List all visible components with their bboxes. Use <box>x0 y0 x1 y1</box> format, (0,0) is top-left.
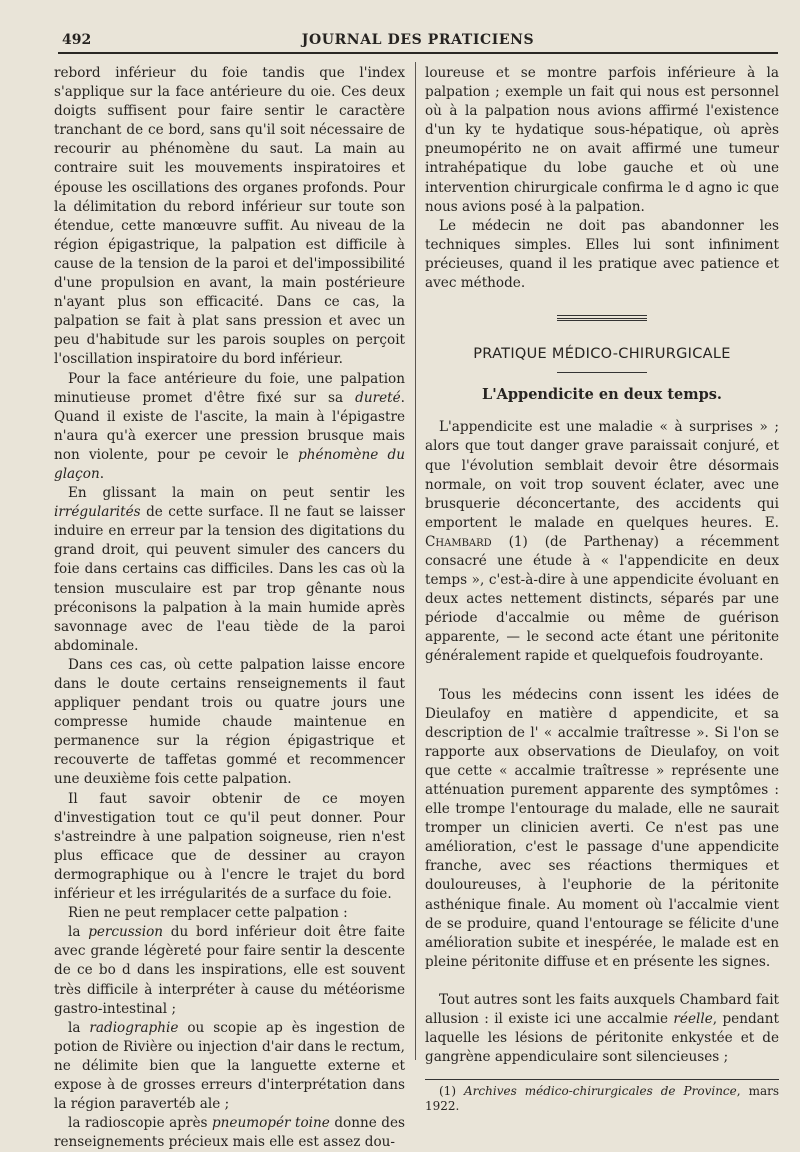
paragraph: Le médecin ne doit pas abandonner les techniques simples. Elles lui sont infiniment précieuses, quand il les pratique avec patience et avec méthode. <box>425 217 779 292</box>
paragraph: Rien ne peut remplacer cette palpation : <box>68 905 348 922</box>
paragraph: rebord inférieur du foie tandis que l'index s'applique sur la face antérieure du oie. Ces deux doigts suffisent pour faire sentir le caractère tranchant de ce bord, sans qu'il soit nécessaire de recourir au phénomène du saut. La main au contraire suit les mouvements inspiratoires et épouse les oscillations des organes profonds. Pour la délimitation du rebord inférieur sur toute son étendue, cette manœuvre suffit. Au niveau de la région épigastrique, la palpation est difficile à cause de la tension de la paroi et del'impossibilité d'une propulsion en avant, la main postérieure n'ayant plus son efficacité. Dans ce cas, la palpation se fait à plat sans pression et avec un peu d'habitude sur les parois souples on perçoit l'oscillation inspiratoire du bord inférieur. <box>54 65 405 368</box>
paragraph: Dans ces cas, où cette palpation laisse encore dans le doute certains renseignements il faut appliquer pendant trois ou quatre jours une compresse humide chaude maintenue en permanence sur la région épigastrique et recouverte de taffetas gommé et recommencer une deuxième fois cette palpation. <box>54 656 405 788</box>
paragraph: la radioscopie après pneumopér toine donne des renseignements précieux mais elle est assez dou- <box>54 1115 405 1151</box>
author-name: Chambard <box>425 533 492 550</box>
right-column <box>425 64 779 1114</box>
section-rule <box>557 372 647 373</box>
paragraph: L'appendicite est une maladie « à surprises » ; alors que tout danger grave paraissait conjuré, et que l'évolution semblait devoir être désormais normale, on voit trop souvent éclater, avec une brusquerie déconcertante, des accidents qui emportent le malade en quelques heures. E. Chambard (1) (de Parthenay) a récemment consacré une étude à « l'appendicite en deux temps », c'est-à-dire à une appendicite évoluant en deux actes nettement distincts, séparés par une période d'accalmie ou même de guérison apparente, — le second acte étant une péritonite généralement rapide et quelquefois foudroyante. <box>425 419 779 665</box>
paragraph: Pour la face antérieure du foie, une palpation minutieuse promet d'être fixé sur sa dureté. Quand il existe de l'ascite, la main à l'épigastre n'aura qu'à exercer une pression brusque mais non violente, pour pe cevoir le phénomène du glaçon. <box>54 370 405 482</box>
page-header <box>58 30 778 54</box>
left-column <box>54 64 405 1152</box>
page-number: 492 <box>62 32 92 48</box>
footnote: (1) Archives médico-chirurgicales de Province, mars 1922. <box>425 1084 780 1114</box>
column-divider <box>415 62 416 1060</box>
paragraph: la radiographie ou scopie ap ès ingestion de potion de Rivière ou injection d'air dans le rectum, ne délimite bien que la languette externe et expose à de grosses erreurs d'interprétation dans la région paravertéb ale ; <box>54 1019 405 1113</box>
paragraph: Tous les médecins conn issent les idées de Dieulafoy en matière d appendicite, et sa description de l' « accalmie traîtresse ». Si l'on se rapporte aux observations de Dieulafoy, on voit que cette « accalmie traîtresse » représente une atténuation purement apparente des symptômes : elle trompe l'entourage du malade, elle ne saurait tromper un clinicien averti. Ce n'est pas une amélioration, c'est le passage d'une appendicite franche, avec ses réactions thermiques et douloureuses, à l'euphorie de la péritonite asthénique finale. Au moment où l'accalmie vient de se produire, quand l'entourage se félicite d'une amélioration subite et inespérée, le malade est en pleine péritonite diffuse et en présente les signes. <box>425 686 779 970</box>
paragraph: Tout autres sont les faits auxquels Chambard fait allusion : il existe ici une accalmie réelle, pendant laquelle les lésions de péritonite enkystée et de gangrène appendiculaire sont silencieuses ; <box>425 991 780 1066</box>
footnote-rule <box>425 1079 779 1080</box>
section-title: PRATIQUE MÉDICO-CHIRURGICALE <box>473 346 731 363</box>
article-title: L'Appendicite en deux temps. <box>482 386 722 404</box>
ornament-double-rule <box>557 318 647 323</box>
paragraph: Il faut savoir obtenir de ce moyen d'investigation tout ce qu'il peut donner. Pour s'astreindre à une palpation soigneuse, rien n'est plus efficace que de dessiner au crayon dermographique ou à l'encre le trajet du bord inférieur et les irrégularités de a surface du foie. <box>54 790 405 903</box>
ornament-rule <box>557 315 647 316</box>
paragraph: loureuse et se montre parfois inférieure à la palpation ; exemple un fait qui nous est personnel où à la palpation nous avions affirmé l'existence d'un ky te hydatique sous-hépatique, où après pneumopérito ne on avait affirmé une tumeur intrahépatique du lobe gauche et où une intervention chirurgicale confirma le d agno ic que nous avions posé à la palpation. <box>425 65 779 215</box>
paragraph: En glissant la main on peut sentir les irrégularités de cette surface. Il ne faut se laisser induire en erreur par la tension des digitations du grand droit, qui peuvent simuler des cancers du foie dans certains cas difficiles. Dans les cas où la tension musculaire est par trop gênante nous préconisons la palpation à la main humide après savonnage avec de l'eau tiède de la paroi abdominale. <box>54 485 405 654</box>
journal-title: JOURNAL DES PRATICIENS <box>301 32 535 48</box>
paragraph: la percussion du bord inférieur doit être faite avec grande légèreté pour faire sentir la descente de ce bo d dans les inspirations, elle est souvent très difficile à interpréter à cause du météorisme gastro-intestinal ; <box>54 924 405 1017</box>
